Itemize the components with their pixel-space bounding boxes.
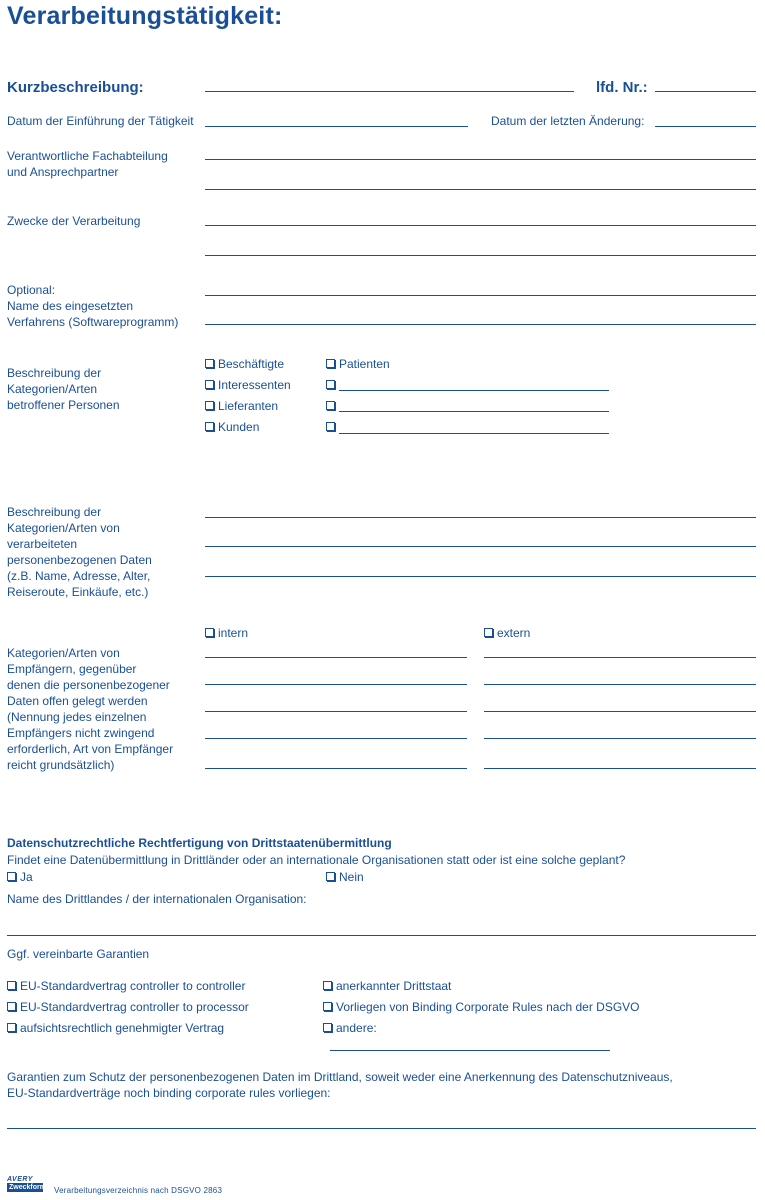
checkbox-icon — [326, 422, 335, 431]
checkbox-eu-controller-to-controller[interactable]: EU-Standardvertrag controller to controller — [7, 979, 245, 993]
andere-input[interactable] — [330, 1050, 610, 1051]
checkbox-anerkannter-drittstaat[interactable]: anerkannter Drittstaat — [323, 979, 451, 993]
checkbox-icon — [205, 422, 214, 431]
kurzbeschreibung-input[interactable] — [205, 91, 574, 92]
checkbox-binding-corporate-rules[interactable]: Vorliegen von Binding Corporate Rules nach der DSGVO — [323, 1000, 640, 1014]
daten-input-1[interactable] — [205, 517, 756, 518]
checkbox-genehmigter-vertrag[interactable]: aufsichtsrechtlich genehmigter Vertrag — [7, 1021, 224, 1035]
checkbox-extern[interactable]: extern — [484, 626, 530, 640]
datum-einfuehrung-input[interactable] — [205, 126, 468, 127]
optional-input-1[interactable] — [205, 295, 756, 296]
checkbox-andere[interactable]: andere: — [323, 1021, 377, 1035]
lfd-nr-input[interactable] — [655, 91, 756, 92]
lfd-nr-label: lfd. Nr.: — [596, 79, 648, 96]
checkbox-icon — [205, 359, 214, 368]
checkbox-icon — [484, 628, 493, 637]
checkbox-kunden[interactable]: Kunden — [205, 420, 259, 434]
checkbox-icon — [323, 1023, 332, 1032]
checkbox-icon — [326, 359, 335, 368]
schutz-text: Garantien zum Schutz der personenbezogenen Daten im Drittland, soweit weder eine Anerkennung des Datenschutzniveaus, EU-Standardverträge noch binding corporate rules vorliegen: — [7, 1070, 673, 1100]
extern-input-3[interactable] — [484, 711, 756, 712]
intern-input-5[interactable] — [205, 768, 467, 769]
optional-input-2[interactable] — [205, 324, 756, 325]
footer-text: Verarbeitungsverzeichnis nach DSGVO 2863 — [54, 1186, 223, 1195]
checkbox-nein[interactable]: Nein — [326, 870, 364, 884]
fachabteilung-input-1[interactable] — [205, 159, 756, 160]
drittland-name-label: Name des Drittlandes / der internationalen Organisation: — [7, 892, 307, 906]
checkbox-icon — [205, 401, 214, 410]
optional-label: Optional: Name des eingesetzten Verfahrens (Softwareprogramm) — [7, 283, 179, 329]
intern-input-2[interactable] — [205, 684, 467, 685]
garantien-label: Ggf. vereinbarte Garantien — [7, 947, 150, 961]
daten-label: Beschreibung der Kategorien/Arten von verarbeiteten personenbezogenen Daten (z.B. Name, Adresse, Alter, Reiseroute, Einkäufe, etc.) — [7, 505, 152, 599]
fachabteilung-input-2[interactable] — [205, 189, 756, 190]
drittland-name-input[interactable] — [7, 935, 756, 936]
checkbox-patienten[interactable]: Patienten — [326, 357, 390, 371]
datum-einfuehrung-label: Datum der Einführung der Tätigkeit — [7, 114, 194, 128]
fachabteilung-label: Verantwortliche Fachabteilung und Ansprechpartner — [7, 149, 168, 179]
datum-aenderung-label: Datum der letzten Änderung: — [491, 114, 645, 128]
checkbox-personen-other-2[interactable] — [326, 399, 339, 413]
checkbox-eu-controller-to-processor[interactable]: EU-Standardvertrag controller to processor — [7, 1000, 249, 1014]
zwecke-input-1[interactable] — [205, 225, 756, 226]
checkbox-icon — [326, 380, 335, 389]
checkbox-icon — [7, 981, 16, 990]
personen-label: Beschreibung der Kategorien/Arten betroffener Personen — [7, 366, 120, 412]
checkbox-icon — [326, 872, 335, 881]
personen-other-input-3[interactable] — [339, 433, 609, 434]
checkbox-icon — [326, 401, 335, 410]
daten-input-3[interactable] — [205, 576, 756, 577]
checkbox-icon — [7, 1002, 16, 1011]
zwecke-input-2[interactable] — [205, 255, 756, 256]
datum-aenderung-input[interactable] — [655, 126, 756, 127]
extern-input-1[interactable] — [484, 657, 756, 658]
kurzbeschreibung-label: Kurzbeschreibung: — [7, 79, 144, 96]
intern-input-4[interactable] — [205, 738, 467, 739]
checkbox-ja[interactable]: Ja — [7, 870, 33, 884]
intern-input-3[interactable] — [205, 711, 467, 712]
extern-input-2[interactable] — [484, 684, 756, 685]
checkbox-intern[interactable]: intern — [205, 626, 248, 640]
extern-input-5[interactable] — [484, 768, 756, 769]
drittstaaten-question: Findet eine Datenübermittlung in Drittländer oder an internationale Organisationen statt oder ist eine solche geplant? — [7, 853, 626, 867]
checkbox-interessenten[interactable]: Interessenten — [205, 378, 291, 392]
page-title: Verarbeitungstätigkeit: — [7, 2, 283, 30]
extern-input-4[interactable] — [484, 738, 756, 739]
intern-input-1[interactable] — [205, 657, 467, 658]
checkbox-icon — [205, 380, 214, 389]
checkbox-personen-other-3[interactable] — [326, 420, 339, 434]
checkbox-beschaeftigte[interactable]: Beschäftigte — [205, 357, 284, 371]
checkbox-icon — [323, 1002, 332, 1011]
checkbox-personen-other-1[interactable] — [326, 378, 339, 392]
personen-other-input-2[interactable] — [339, 411, 609, 412]
drittstaaten-heading: Datenschutzrechtliche Rechtfertigung von Drittstaatenübermittlung — [7, 836, 392, 850]
checkbox-icon — [7, 872, 16, 881]
daten-input-2[interactable] — [205, 546, 756, 547]
zwecke-label: Zwecke der Verarbeitung — [7, 214, 141, 228]
personen-other-input-1[interactable] — [339, 390, 609, 391]
empfaenger-label: Kategorien/Arten von Empfängern, gegenüber denen die personenbezogener Daten offen gelegt werden (Nennung jedes einzelnen Empfängers nicht zwingend erforderlich, Art von Empfänger reicht grundsätzlich) — [7, 646, 174, 772]
checkbox-icon — [323, 981, 332, 990]
schutz-input[interactable] — [7, 1128, 756, 1129]
avery-zweckform-logo: AVERY Zweckform — [7, 1176, 46, 1191]
checkbox-lieferanten[interactable]: Lieferanten — [205, 399, 278, 413]
checkbox-icon — [7, 1023, 16, 1032]
checkbox-icon — [205, 628, 214, 637]
